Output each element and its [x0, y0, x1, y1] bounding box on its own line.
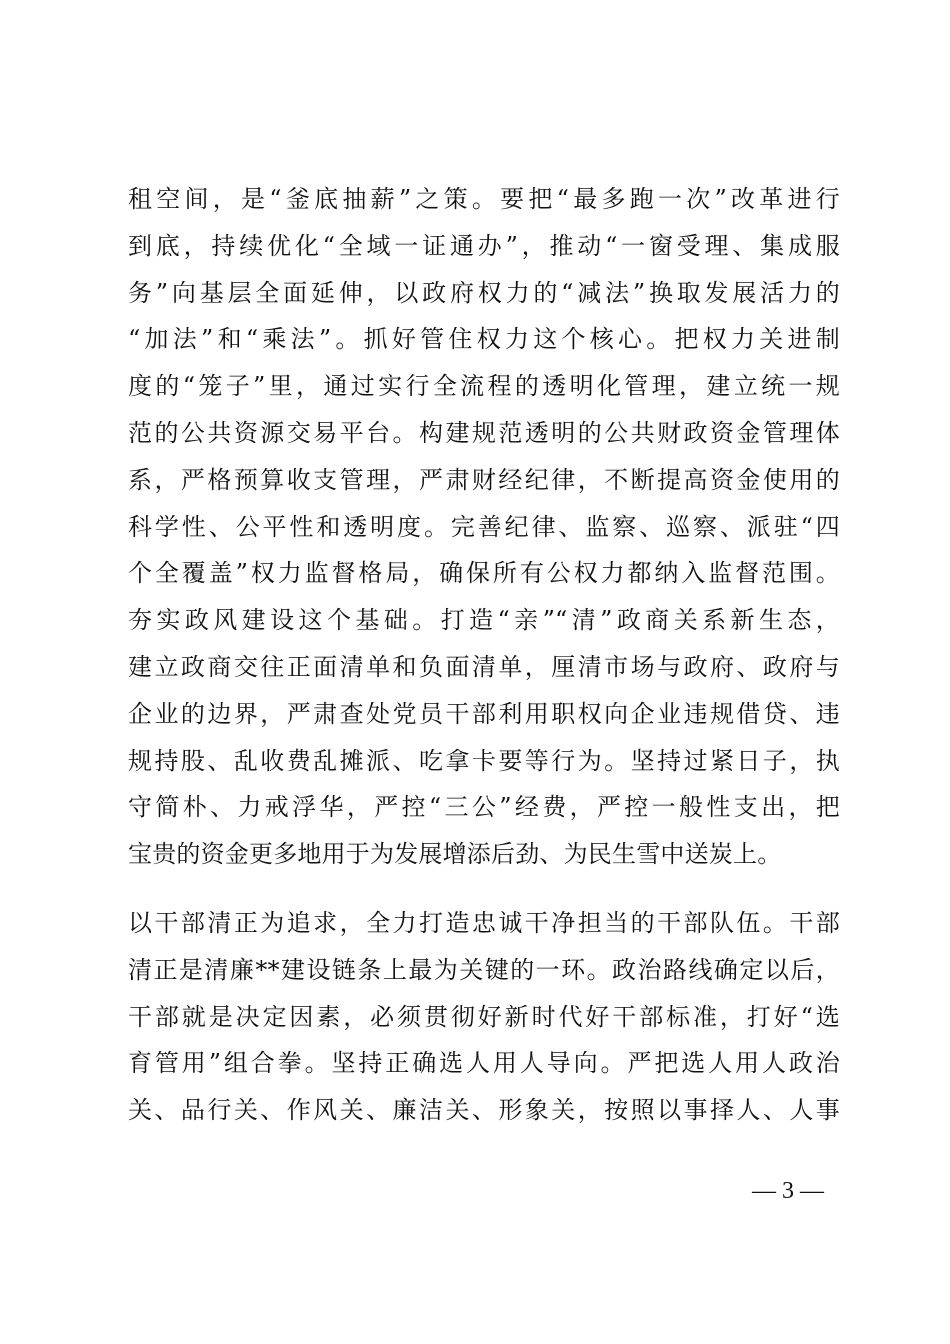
paragraph-2: [128, 900, 840, 1134]
text-line: 范的公共资源交易平台。构建规范透明的公共财政资金管理体: [128, 418, 840, 447]
text-line: 个全覆盖”权力监督格局，确保所有公权力都纳入监督范围。: [128, 559, 840, 588]
text-line: 育管用”组合拳。坚持正确选人用人导向。严把选人用人政治: [128, 1049, 840, 1078]
text-line: 清正是清廉**建设链条上最为关键的一环。政治路线确定以后，: [128, 955, 840, 984]
text-line: 企业的边界，严肃查处党员干部利用职权向企业违规借贷、违: [128, 699, 840, 728]
text-line: 以干部清正为追求，全力打造忠诚干净担当的干部队伍。干部: [128, 909, 840, 937]
text-line: 规持股、乱收费乱摊派、吃拿卡要等行为。坚持过紧日子，执: [128, 746, 840, 775]
text-line: 务”向基层全面延伸，以政府权力的“减法”换取发展活力的: [128, 278, 840, 307]
text-line: 系，严格预算收支管理，严肃财经纪律，不断提高资金使用的: [128, 465, 840, 494]
text-line: 干部就是决定因素，必须贯彻好新时代好干部标准，打好“选: [128, 1002, 840, 1031]
text-line: “加法”和“乘法”。抓好管住权力这个核心。把权力关进制: [128, 325, 840, 354]
text-line: 关、品行关、作风关、廉洁关、形象关，按照以事择人、人事: [128, 1096, 840, 1125]
text-line: 宝贵的资金更多地用于为发展增添后劲、为民生雪中送炭上。: [128, 840, 782, 869]
text-line: 科学性、公平性和透明度。完善纪律、监察、巡察、派驻“四: [128, 512, 840, 541]
paragraph-1: [128, 176, 840, 878]
text-line: 租空间，是“釜底抽薪”之策。要把“最多跑一次”改革进行: [128, 185, 840, 213]
text-line: 守简朴、力戒浮华，严控“三公”经费，严控一般性支出，把: [128, 793, 840, 822]
text-line: 到底，持续优化“全域一证通办”，推动“一窗受理、集成服: [128, 231, 840, 260]
text-line: 度的“笼子”里，通过实行全流程的透明化管理，建立统一规: [128, 372, 840, 401]
page-number: — 3 —: [752, 1178, 824, 1204]
text-line: 夯实政风建设这个基础。打造“亲”“清”政商关系新生态，: [128, 606, 840, 635]
text-line: 建立政商交往正面清单和负面清单，厘清市场与政府、政府与: [128, 652, 840, 681]
